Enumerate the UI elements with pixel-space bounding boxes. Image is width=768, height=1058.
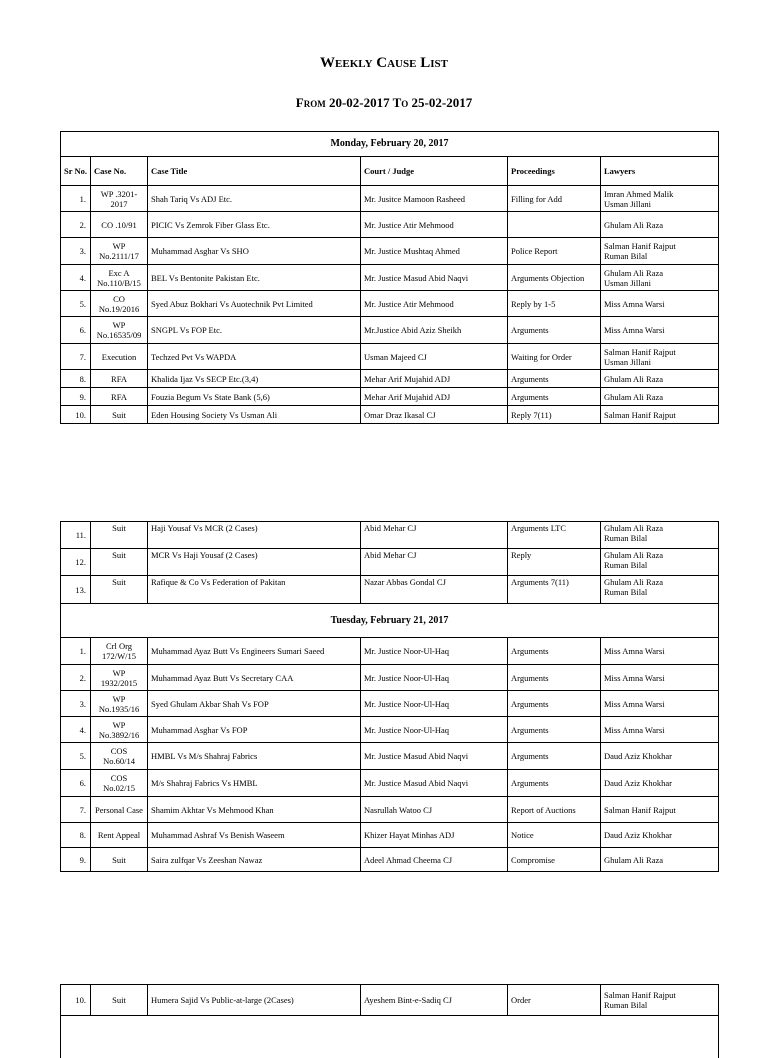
lawyer-name: Miss Amna Warsi (604, 646, 715, 656)
lawyers-cell (601, 186, 719, 212)
proceedings-cell: Compromise (508, 848, 601, 872)
day-header-row (61, 132, 719, 157)
lawyer-name: Ruman Bilal (604, 533, 715, 543)
lawyers-cell (601, 691, 719, 717)
document-date-range: From 20-02-2017 To 25-02-2017 (0, 95, 768, 111)
court-cell: Mr. Justice Noor-Ul-Haq (361, 638, 508, 665)
lawyer-name: Salman Hanif Rajput (604, 347, 715, 357)
lawyer-name: Miss Amna Warsi (604, 299, 715, 309)
lawyer-name: Miss Amna Warsi (604, 725, 715, 735)
table-row (61, 317, 719, 344)
lawyers-cell (601, 770, 719, 797)
court-cell: Ayeshem Bint-e-Sadiq CJ (361, 985, 508, 1016)
lawyer-name: Salman Hanif Rajput (604, 241, 715, 251)
lawyer-name: Ruman Bilal (604, 251, 715, 261)
sr-cell: 6. (61, 770, 91, 797)
sr-cell: 13. (61, 576, 91, 604)
lawyers-cell (601, 317, 719, 344)
case-title-cell: Haji Yousaf Vs MCR (2 Cases) (148, 522, 361, 549)
proceedings-cell: Arguments (508, 638, 601, 665)
case-no-cell: Suit (91, 848, 148, 872)
lawyers-cell (601, 576, 719, 604)
case-no-cell: Suit (91, 406, 148, 424)
case-no-cell: CO .10/91 (91, 212, 148, 238)
table-row (61, 522, 719, 549)
lawyers-cell (601, 522, 719, 549)
proceedings-cell: Arguments (508, 665, 601, 691)
court-cell: Omar Draz Ikasal CJ (361, 406, 508, 424)
lawyer-name: Ghulam Ali Raza (604, 268, 715, 278)
table-row (61, 848, 719, 872)
header-sr: Sr No. (61, 157, 91, 186)
proceedings-cell: Reply by 1-5 (508, 291, 601, 317)
case-title-cell: SNGPL Vs FOP Etc. (148, 317, 361, 344)
table-row (61, 743, 719, 770)
case-title-cell: Syed Abuz Bokhari Vs Auotechnik Pvt Limited (148, 291, 361, 317)
lawyer-name: Salman Hanif Rajput (604, 990, 715, 1000)
lawyer-name: Miss Amna Warsi (604, 699, 715, 709)
court-cell: Nazar Abbas Gondal CJ (361, 576, 508, 604)
court-cell: Nasrullah Watoo CJ (361, 797, 508, 823)
proceedings-cell: Arguments (508, 770, 601, 797)
lawyers-cell (601, 848, 719, 872)
case-title-cell: Syed Ghulam Akbar Shah Vs FOP (148, 691, 361, 717)
header-case-title: Case Title (148, 157, 361, 186)
table-row (61, 238, 719, 265)
case-no-cell: Suit (91, 522, 148, 549)
lawyers-cell (601, 265, 719, 291)
sr-cell: 5. (61, 743, 91, 770)
table-row (61, 549, 719, 576)
sr-cell: 4. (61, 717, 91, 743)
lawyer-name: Salman Hanif Rajput (604, 805, 715, 815)
lawyers-cell (601, 212, 719, 238)
case-title-cell: Fouzia Begum Vs State Bank (5,6) (148, 388, 361, 406)
lawyers-cell (601, 743, 719, 770)
case-no-cell: COS No.02/15 (91, 770, 148, 797)
court-cell: Mr. Justice Noor-Ul-Haq (361, 717, 508, 743)
lawyer-name: Ghulam Ali Raza (604, 374, 715, 384)
table-row (61, 823, 719, 848)
case-title-cell: Shah Tariq Vs ADJ Etc. (148, 186, 361, 212)
case-no-cell: WP No.3892/16 (91, 717, 148, 743)
lawyer-name: Daud Aziz Khokhar (604, 830, 715, 840)
lawyer-name: Usman Jillani (604, 357, 715, 367)
case-no-cell: Rent Appeal (91, 823, 148, 848)
case-title-cell: HMBL Vs M/s Shahraj Fabrics (148, 743, 361, 770)
table-row (61, 265, 719, 291)
sr-cell: 7. (61, 344, 91, 370)
court-cell: Mr. Justice Noor-Ul-Haq (361, 691, 508, 717)
proceedings-cell: Arguments (508, 370, 601, 388)
case-title-cell: MCR Vs Haji Yousaf (2 Cases) (148, 549, 361, 576)
lawyer-name: Daud Aziz Khokhar (604, 778, 715, 788)
table-row (61, 797, 719, 823)
table-row (61, 291, 719, 317)
table-row (61, 344, 719, 370)
case-title-cell: BEL Vs Bentonite Pakistan Etc. (148, 265, 361, 291)
sr-cell: 5. (61, 291, 91, 317)
court-cell: Usman Majeed CJ (361, 344, 508, 370)
court-cell: Abid Mehar CJ (361, 522, 508, 549)
case-title-cell: Shamim Akhtar Vs Mehmood Khan (148, 797, 361, 823)
case-title-cell: Muhammad Ayaz Butt Vs Secretary CAA (148, 665, 361, 691)
lawyer-name: Ruman Bilal (604, 587, 715, 597)
sr-cell: 4. (61, 265, 91, 291)
lawyer-name: Usman Jillani (604, 278, 715, 288)
sr-cell: 12. (61, 549, 91, 576)
lawyers-cell (601, 665, 719, 691)
sr-cell: 1. (61, 638, 91, 665)
case-no-cell: Suit (91, 549, 148, 576)
case-title-cell: Muhammad Ashraf Vs Benish Waseem (148, 823, 361, 848)
lawyer-name: Ghulam Ali Raza (604, 550, 715, 560)
case-title-cell: M/s Shahraj Fabrics Vs HMBL (148, 770, 361, 797)
sr-cell: 3. (61, 238, 91, 265)
lawyers-cell (601, 344, 719, 370)
court-cell: Khizer Hayat Minhas ADJ (361, 823, 508, 848)
proceedings-cell: Report of Auctions (508, 797, 601, 823)
proceedings-cell: Arguments (508, 317, 601, 344)
lawyers-cell (601, 291, 719, 317)
table-row (61, 717, 719, 743)
table-row (61, 985, 719, 1016)
case-no-cell: RFA (91, 388, 148, 406)
tuesday-cause-table (60, 521, 719, 872)
proceedings-cell: Police Report (508, 238, 601, 265)
truncated-cell (61, 1016, 719, 1058)
case-title-cell: Muhammad Ayaz Butt Vs Engineers Sumari Saeed (148, 638, 361, 665)
case-no-cell: Crl Org 172/W/15 (91, 638, 148, 665)
proceedings-cell (508, 212, 601, 238)
column-header-row (61, 157, 719, 186)
proceedings-cell: Arguments (508, 743, 601, 770)
court-cell: Adeel Ahmad Cheema CJ (361, 848, 508, 872)
header-proceedings: Proceedings (508, 157, 601, 186)
lawyer-name: Ruman Bilal (604, 560, 715, 570)
proceedings-cell: Arguments (508, 717, 601, 743)
lawyer-name: Salman Hanif Rajput (604, 410, 715, 420)
case-title-cell: Muhammad Asghar Vs FOP (148, 717, 361, 743)
table-row (61, 370, 719, 388)
case-no-cell: WP No.1935/16 (91, 691, 148, 717)
sr-cell: 3. (61, 691, 91, 717)
sr-cell: 9. (61, 848, 91, 872)
proceedings-cell: Filling for Add (508, 186, 601, 212)
lawyer-name: Ghulam Ali Raza (604, 577, 715, 587)
monday-cause-table (60, 131, 719, 424)
table-row (61, 770, 719, 797)
case-no-cell: Execution (91, 344, 148, 370)
case-title-cell: Khalida Ijaz Vs SECP Etc.(3,4) (148, 370, 361, 388)
proceedings-cell: Reply 7(11) (508, 406, 601, 424)
lawyer-name: Ghulam Ali Raza (604, 855, 715, 865)
lawyer-name: Imran Ahmed Malik (604, 189, 715, 199)
sr-cell: 1. (61, 186, 91, 212)
proceedings-cell: Arguments LTC (508, 522, 601, 549)
day-heading: Monday, February 20, 2017 (61, 132, 719, 157)
lawyers-cell (601, 549, 719, 576)
lawyers-cell (601, 823, 719, 848)
lawyers-cell (601, 985, 719, 1016)
lawyer-name: Ghulam Ali Raza (604, 392, 715, 402)
table-row (61, 406, 719, 424)
sr-cell: 9. (61, 388, 91, 406)
table-row (61, 212, 719, 238)
court-cell: Mr. Justice Mushtaq Ahmed (361, 238, 508, 265)
lawyer-name: Daud Aziz Khokhar (604, 751, 715, 761)
case-title-cell: Muhammad Asghar Vs SHO (148, 238, 361, 265)
case-title-cell: PICIC Vs Zemrok Fiber Glass Etc. (148, 212, 361, 238)
case-no-cell: Exc A No.110/B/15 (91, 265, 148, 291)
lawyers-cell (601, 370, 719, 388)
court-cell: Mehar Arif Mujahid ADJ (361, 388, 508, 406)
table-row (61, 388, 719, 406)
day-header-row (61, 604, 719, 638)
table-row (61, 638, 719, 665)
lawyers-cell (601, 638, 719, 665)
lawyers-cell (601, 797, 719, 823)
court-cell: Mr. Jusitce Mamoon Rasheed (361, 186, 508, 212)
court-cell: Mr.Justice Abid Aziz Sheikh (361, 317, 508, 344)
lawyer-name: Miss Amna Warsi (604, 673, 715, 683)
case-title-cell: Eden Housing Society Vs Usman Ali (148, 406, 361, 424)
court-cell: Abid Mehar CJ (361, 549, 508, 576)
case-no-cell: WP No.2111/17 (91, 238, 148, 265)
court-cell: Mehar Arif Mujahid ADJ (361, 370, 508, 388)
day-heading: Tuesday, February 21, 2017 (61, 604, 719, 638)
proceedings-cell: Notice (508, 823, 601, 848)
proceedings-cell: Order (508, 985, 601, 1016)
lawyers-cell (601, 406, 719, 424)
lawyer-name: Usman Jillani (604, 199, 715, 209)
sr-cell: 11. (61, 522, 91, 549)
court-cell: Mr. Justice Masud Abid Naqvi (361, 265, 508, 291)
lawyers-cell (601, 388, 719, 406)
case-title-cell: Humera Sajid Vs Public-at-large (2Cases) (148, 985, 361, 1016)
proceedings-cell: Arguments (508, 691, 601, 717)
table-row (61, 691, 719, 717)
case-no-cell: WP 1932/2015 (91, 665, 148, 691)
case-title-cell: Rafique & Co Vs Federation of Pakitan (148, 576, 361, 604)
case-no-cell: Suit (91, 985, 148, 1016)
header-case-no: Case No. (91, 157, 148, 186)
proceedings-cell: Arguments (508, 388, 601, 406)
proceedings-cell: Reply (508, 549, 601, 576)
table-row (61, 665, 719, 691)
lawyers-cell (601, 717, 719, 743)
lawyer-name: Ruman Bilal (604, 1000, 715, 1010)
tuesday-cont-table (60, 984, 719, 1058)
court-cell: Mr. Justice Masud Abid Naqvi (361, 770, 508, 797)
case-no-cell: COS No.60/14 (91, 743, 148, 770)
sr-cell: 10. (61, 406, 91, 424)
lawyers-cell (601, 238, 719, 265)
case-no-cell: Suit (91, 576, 148, 604)
sr-cell: 10. (61, 985, 91, 1016)
proceedings-cell: Arguments 7(11) (508, 576, 601, 604)
court-cell: Mr. Justice Noor-Ul-Haq (361, 665, 508, 691)
case-no-cell: RFA (91, 370, 148, 388)
sr-cell: 8. (61, 370, 91, 388)
court-cell: Mr. Justice Masud Abid Naqvi (361, 743, 508, 770)
sr-cell: 8. (61, 823, 91, 848)
case-no-cell: WP No.16535/09 (91, 317, 148, 344)
case-title-cell: Saira zulfqar Vs Zeeshan Nawaz (148, 848, 361, 872)
court-cell: Mr. Justice Atir Mehmood (361, 212, 508, 238)
table-row (61, 576, 719, 604)
document-title: Weekly Cause List (0, 55, 768, 72)
case-no-cell: WP .3201-2017 (91, 186, 148, 212)
lawyer-name: Ghulam Ali Raza (604, 220, 715, 230)
sr-cell: 2. (61, 665, 91, 691)
lawyer-name: Ghulam Ali Raza (604, 523, 715, 533)
proceedings-cell: Arguments Objection (508, 265, 601, 291)
sr-cell: 6. (61, 317, 91, 344)
table-row (61, 186, 719, 212)
case-no-cell: CO No.19/2016 (91, 291, 148, 317)
case-title-cell: Techzed Pvt Vs WAPDA (148, 344, 361, 370)
court-cell: Mr. Justice Atir Mehmood (361, 291, 508, 317)
truncated-row (61, 1016, 719, 1058)
case-no-cell: Personal Case (91, 797, 148, 823)
header-court: Court / Judge (361, 157, 508, 186)
sr-cell: 2. (61, 212, 91, 238)
header-lawyers: Lawyers (601, 157, 719, 186)
lawyer-name: Miss Amna Warsi (604, 325, 715, 335)
proceedings-cell: Waiting for Order (508, 344, 601, 370)
sr-cell: 7. (61, 797, 91, 823)
